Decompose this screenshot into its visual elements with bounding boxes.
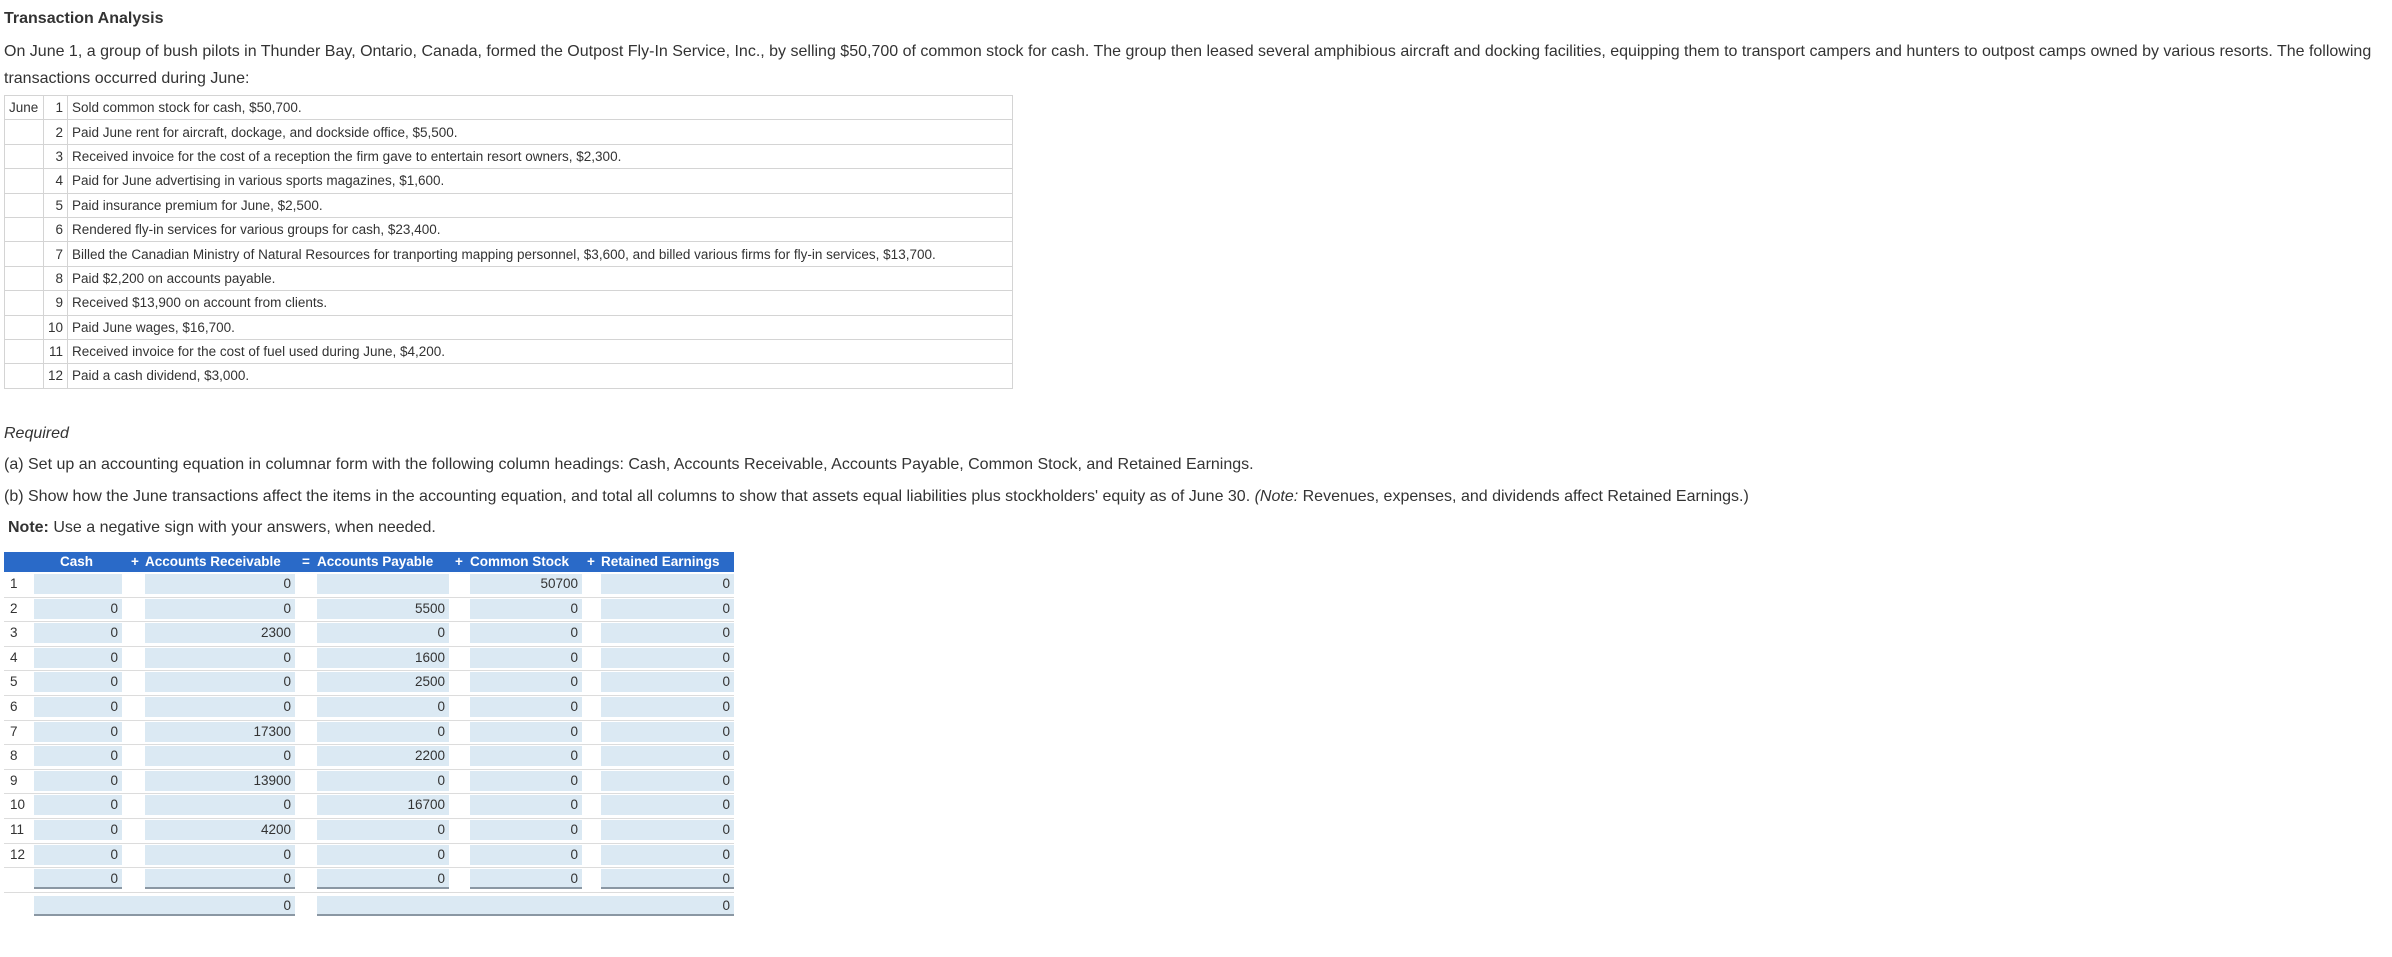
row-number: 9 — [10, 772, 18, 788]
worksheet-grand-total-row — [4, 894, 734, 919]
common-stock-input[interactable]: 0 — [470, 623, 582, 643]
header-plus-3: + — [587, 554, 595, 569]
accounts-receivable-input[interactable]: 0 — [145, 845, 295, 865]
header-accounts-receivable: Accounts Receivable — [145, 554, 281, 569]
row-number: 3 — [10, 625, 18, 641]
transaction-row — [5, 120, 1013, 144]
note-text: Use a negative sign with your answers, when needed. — [48, 519, 436, 536]
total-common-stock-input[interactable]: 0 — [470, 869, 582, 889]
instruction-note — [8, 519, 436, 537]
required-part-a: (a) Set up an accounting equation in columnar form with the following column headings: Cash, Accounts Receivable, Accounts Payable, Common Stock, and Retained Earnings. — [4, 456, 1254, 473]
transaction-month-blank — [5, 193, 44, 217]
cash-input[interactable]: 0 — [34, 845, 122, 865]
transaction-month: June — [5, 96, 44, 120]
transaction-number: 5 — [44, 193, 68, 217]
common-stock-input[interactable]: 0 — [470, 746, 582, 766]
accounts-payable-input[interactable]: 0 — [317, 697, 449, 717]
accounts-receivable-input[interactable]: 0 — [145, 648, 295, 668]
total-accounts-payable-input[interactable]: 0 — [317, 869, 449, 889]
worksheet-row — [4, 818, 734, 844]
transaction-number: 6 — [44, 217, 68, 241]
row-number: 6 — [10, 699, 18, 714]
retained-earnings-input[interactable]: 0 — [601, 697, 734, 717]
row-number: 4 — [10, 649, 18, 665]
transaction-number: 3 — [44, 144, 68, 168]
header-equals: = — [302, 554, 310, 569]
transaction-month-blank — [5, 266, 44, 290]
transaction-month-blank — [5, 169, 44, 193]
transaction-number: 1 — [44, 96, 68, 120]
accounts-payable-input[interactable] — [317, 574, 449, 594]
retained-earnings-input[interactable]: 0 — [601, 574, 734, 594]
required-heading: Required — [4, 425, 69, 442]
retained-earnings-input[interactable]: 0 — [601, 599, 734, 619]
retained-earnings-input[interactable]: 0 — [601, 648, 734, 668]
retained-earnings-input[interactable]: 0 — [601, 771, 734, 791]
accounts-payable-input[interactable]: 1600 — [317, 648, 449, 668]
transaction-row — [5, 217, 1013, 241]
required-part-b-text: (b) Show how the June transactions affect the items in the accounting equation, and total all columns to show that assets equal liabilities plus stockholders' equity as of June 30. — [4, 488, 1255, 505]
row-number: 2 — [10, 600, 18, 616]
worksheet-row — [4, 572, 734, 598]
transaction-row — [5, 364, 1013, 388]
transaction-description: Paid June rent for aircraft, dockage, and dockside office, $5,500. — [68, 120, 1013, 144]
common-stock-input[interactable]: 0 — [470, 599, 582, 619]
accounts-receivable-input[interactable]: 0 — [145, 672, 295, 692]
accounts-payable-input[interactable]: 2200 — [317, 746, 449, 766]
transaction-description: Rendered fly-in services for various groups for cash, $23,400. — [68, 217, 1013, 241]
transaction-row — [5, 169, 1013, 193]
row-number: 7 — [10, 723, 18, 739]
cash-input[interactable]: 0 — [34, 672, 122, 692]
retained-earnings-input[interactable]: 0 — [601, 672, 734, 692]
accounts-receivable-input[interactable]: 0 — [145, 697, 295, 717]
accounts-payable-input[interactable]: 0 — [317, 771, 449, 791]
transaction-month-blank — [5, 291, 44, 315]
transaction-description: Paid for June advertising in various sports magazines, $1,600. — [68, 169, 1013, 193]
transaction-row — [5, 291, 1013, 315]
common-stock-input[interactable]: 0 — [470, 845, 582, 865]
row-number: 10 — [10, 797, 26, 813]
transaction-description: Billed the Canadian Ministry of Natural Resources for tranporting mapping personnel, $3,600, and billed various firms for fly-in services, $13,700. — [68, 242, 1013, 266]
transaction-month-blank — [5, 339, 44, 363]
worksheet-row — [4, 744, 734, 770]
common-stock-input[interactable]: 0 — [470, 722, 582, 742]
cash-input[interactable]: 0 — [34, 795, 122, 815]
transaction-description: Sold common stock for cash, $50,700. — [68, 96, 1013, 120]
transaction-row — [5, 242, 1013, 266]
transaction-month-blank — [5, 120, 44, 144]
worksheet-row — [4, 769, 734, 795]
common-stock-input[interactable]: 0 — [470, 795, 582, 815]
transaction-number: 4 — [44, 169, 68, 193]
accounts-payable-input[interactable]: 16700 — [317, 795, 449, 815]
header-accounts-payable: Accounts Payable — [317, 554, 434, 569]
transaction-month-blank — [5, 217, 44, 241]
transaction-number: 7 — [44, 242, 68, 266]
worksheet-header — [4, 552, 734, 572]
row-number: 8 — [10, 748, 18, 764]
retained-earnings-input[interactable]: 0 — [601, 820, 734, 840]
transaction-description: Paid June wages, $16,700. — [68, 315, 1013, 339]
transaction-row — [5, 193, 1013, 217]
transaction-description: Received invoice for the cost of fuel used during June, $4,200. — [68, 339, 1013, 363]
row-number: 12 — [10, 846, 26, 862]
row-number: 11 — [10, 822, 25, 837]
common-stock-input[interactable]: 0 — [470, 771, 582, 791]
accounts-payable-input[interactable]: 0 — [317, 845, 449, 865]
transaction-description: Paid $2,200 on accounts payable. — [68, 266, 1013, 290]
accounts-payable-input[interactable]: 0 — [317, 820, 449, 840]
transaction-row — [5, 266, 1013, 290]
problem-intro: On June 1, a group of bush pilots in Thunder Bay, Ontario, Canada, formed the Outpost Fly-In Service, Inc., by selling $50,700 of common stock for cash. The group then leased several amphibious aircraft and docking facilities, equipping them to transport campers and hunters to outpost camps owned by various resorts. The following transactions occurred during June: — [4, 43, 2372, 87]
common-stock-input[interactable]: 0 — [470, 697, 582, 717]
transaction-description: Received $13,900 on account from clients. — [68, 291, 1013, 315]
total-accounts-receivable-input[interactable]: 0 — [145, 869, 295, 889]
transaction-number: 2 — [44, 120, 68, 144]
header-cash: Cash — [60, 554, 94, 569]
worksheet-row — [4, 843, 734, 869]
accounts-receivable-input[interactable]: 4200 — [145, 820, 295, 840]
worksheet-totals-row — [4, 867, 734, 893]
common-stock-input[interactable]: 0 — [470, 672, 582, 692]
required-part-b-note-label: (Note: — [1254, 488, 1299, 505]
worksheet-row — [4, 597, 734, 623]
page-title: Transaction Analysis — [4, 10, 164, 27]
accounts-receivable-input[interactable]: 0 — [145, 574, 295, 594]
accounts-receivable-input[interactable]: 0 — [145, 795, 295, 815]
retained-earnings-input[interactable]: 0 — [601, 795, 734, 815]
common-stock-input[interactable]: 0 — [470, 648, 582, 668]
accounts-payable-input[interactable]: 0 — [317, 623, 449, 643]
worksheet-row — [4, 670, 734, 696]
transaction-month-blank — [5, 364, 44, 388]
header-plus-1: + — [131, 554, 139, 569]
cash-input[interactable]: 0 — [34, 623, 122, 643]
accounts-payable-input[interactable]: 5500 — [317, 599, 449, 619]
total-cash-input[interactable]: 0 — [34, 869, 122, 889]
cash-input[interactable]: 0 — [34, 820, 122, 840]
transaction-number: 9 — [44, 291, 68, 315]
cash-input[interactable]: 0 — [34, 648, 122, 668]
row-number: 5 — [10, 674, 18, 690]
worksheet-row — [4, 695, 734, 721]
total-liabilities-equity-input[interactable]: 0 — [317, 896, 734, 916]
transaction-row — [5, 339, 1013, 363]
header-retained-earnings: Retained Earnings — [601, 554, 720, 569]
transaction-month-blank — [5, 242, 44, 266]
transaction-description: Paid a cash dividend, $3,000. — [68, 364, 1013, 388]
retained-earnings-input[interactable]: 0 — [601, 746, 734, 766]
accounts-receivable-input[interactable]: 13900 — [145, 771, 295, 791]
transactions-table — [4, 95, 1013, 389]
transaction-month-blank — [5, 144, 44, 168]
cash-input[interactable] — [34, 574, 122, 594]
transaction-description: Paid insurance premium for June, $2,500. — [68, 193, 1013, 217]
worksheet-row — [4, 793, 734, 819]
header-plus-2: + — [455, 554, 463, 569]
total-assets-input[interactable]: 0 — [34, 896, 295, 916]
transaction-number: 11 — [44, 339, 68, 363]
transaction-row — [5, 96, 1013, 120]
retained-earnings-input[interactable]: 0 — [601, 722, 734, 742]
transaction-number: 10 — [44, 315, 68, 339]
retained-earnings-input[interactable]: 0 — [601, 845, 734, 865]
accounts-receivable-input[interactable]: 0 — [145, 746, 295, 766]
cash-input[interactable]: 0 — [34, 697, 122, 717]
cash-input[interactable]: 0 — [34, 746, 122, 766]
worksheet-row — [4, 720, 734, 746]
transaction-number: 12 — [44, 364, 68, 388]
common-stock-input[interactable]: 50700 — [470, 574, 582, 594]
cash-input[interactable]: 0 — [34, 722, 122, 742]
accounts-payable-input[interactable]: 2500 — [317, 672, 449, 692]
transaction-row — [5, 144, 1013, 168]
required-part-b-note-text: Revenues, expenses, and dividends affect Retained Earnings.) — [1298, 488, 1749, 505]
cash-input[interactable]: 0 — [34, 771, 122, 791]
transaction-number: 8 — [44, 266, 68, 290]
accounts-receivable-input[interactable]: 0 — [145, 599, 295, 619]
transaction-month-blank — [5, 315, 44, 339]
common-stock-input[interactable]: 0 — [470, 820, 582, 840]
transaction-row — [5, 315, 1013, 339]
row-number: 1 — [10, 576, 18, 591]
accounts-receivable-input[interactable]: 2300 — [145, 623, 295, 643]
accounts-payable-input[interactable]: 0 — [317, 722, 449, 742]
retained-earnings-input[interactable]: 0 — [601, 623, 734, 643]
transaction-description: Received invoice for the cost of a reception the firm gave to entertain resort owners, $2,300. — [68, 144, 1013, 168]
cash-input[interactable]: 0 — [34, 599, 122, 619]
total-retained-earnings-input[interactable]: 0 — [601, 869, 734, 889]
header-common-stock: Common Stock — [470, 554, 570, 569]
worksheet-row — [4, 621, 734, 647]
required-part-b — [4, 488, 1749, 506]
note-label: Note: — [8, 519, 49, 536]
accounts-receivable-input[interactable]: 17300 — [145, 722, 295, 742]
worksheet-row — [4, 646, 734, 672]
